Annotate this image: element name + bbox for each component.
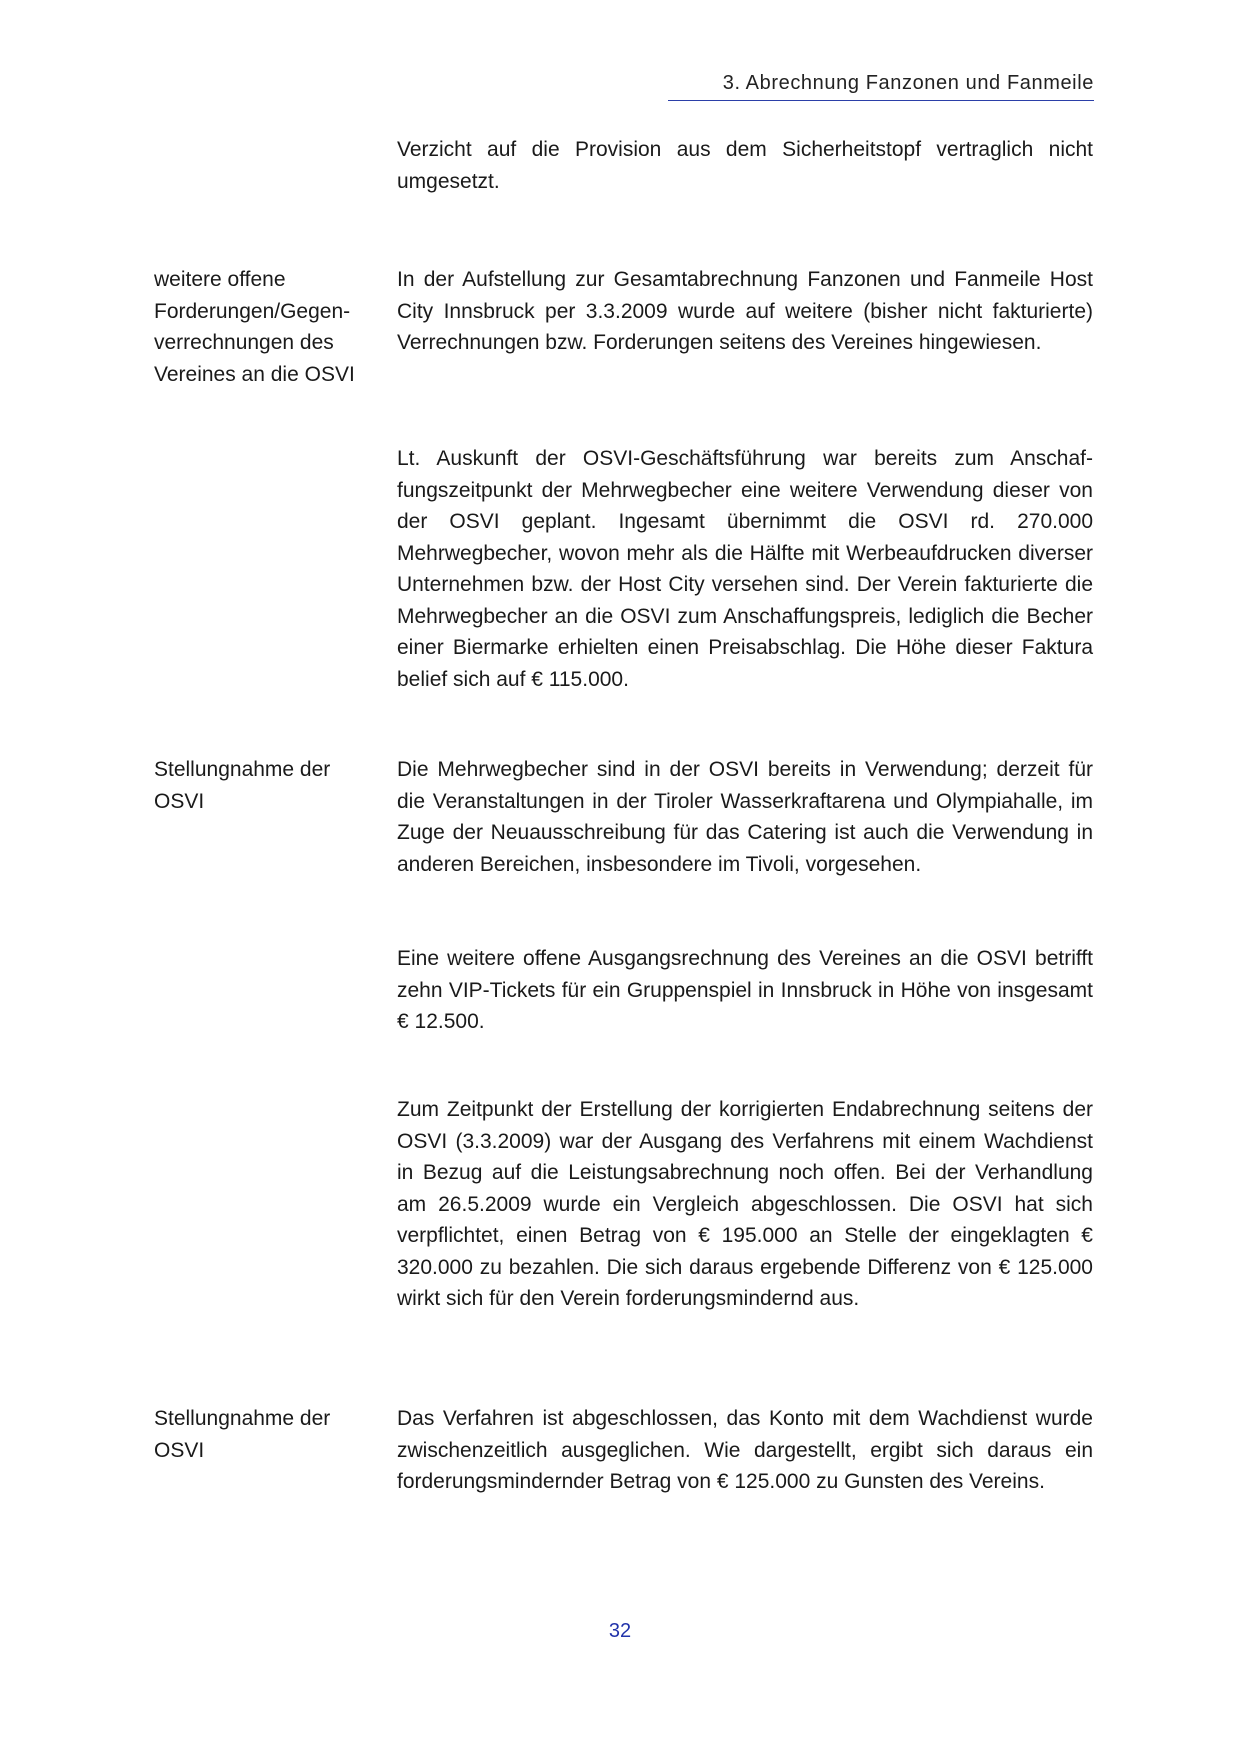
page-number: 32 <box>608 1620 632 1642</box>
paragraph-mehrwegbecher: Lt. Auskunft der OSVI-Geschäftsführung war bereits zum Anschaffungszeitpunkt der Mehrwegbecher eine weitere Verwendung dieser von der OSVI geplant. Ingesamt übernimmt die OSVI rd. 270.000 Mehrwegbecher, wovon mehr als die Hälfte mit Werbeaufdrucken diverser Unternehmen bzw. der Host City versehen sind. Der Verein fakturierte die Mehrwegbecher an die OSVI zum Anschaffungspreis, lediglich die Becher einer Biermarke erhielten einen Preisabschlag. Die Höhe dieser Faktura belief sich auf € 115.000. <box>397 447 1093 691</box>
sidebar-label-forderungen: weitere offene Forderungen/Gegenverrechnungen des Vereines an die OSVI <box>154 268 355 386</box>
paragraph-aufstellung: In der Aufstellung zur Gesamtabrechnung Fanzonen und Fanmeile Host City Innsbruck per 3.3.2009 wurde auf weitere (bisher nicht fakturierte) Verrechnungen bzw. Forderungen seitens des Vereines hingewiesen. <box>397 268 1093 354</box>
paragraph-wachdienst: Zum Zeitpunkt der Erstellung der korrigierten Endabrechnung seitens der OSVI (3.3.2009) war der Ausgang des Verfahrens mit einem Wachdienst in Bezug auf die Leistungsabrechnung noch offen. Bei der Verhandlung am 26.5.2009 wurde ein Vergleich abgeschlossen. Die OSVI hat sich verpflichtet, einen Betrag von € 195.000 an Stelle der eingeklagten € 320.000 zu bezahlen. Die sich daraus ergebende Differenz von € 125.000 wirkt sich für den Verein forderungsmindernd aus. <box>397 1098 1093 1310</box>
sidebar-label-stellungnahme-1: Stellungnahme der OSVI <box>154 758 331 813</box>
page-header-chapter-title: 3. Abrechnung Fanzonen und Fanmeile <box>668 72 1094 101</box>
paragraph-stellungnahme-1: Die Mehrwegbecher sind in der OSVI bereits in Verwendung; derzeit für die Veranstaltungen in der Tiroler Wasserkraftarena und Olympiahalle, im Zuge der Neuausschreibung für das Catering ist auch die Verwendung in anderen Bereichen, insbesondere im Tivoli, vorgesehen. <box>397 758 1093 876</box>
paragraph-vip-tickets: Eine weitere offene Ausgangsrechnung des Vereines an die OSVI betrifft zehn VIP-Tickets für ein Gruppenspiel in Innsbruck in Höhe von insgesamt € 12.500. <box>397 947 1093 1033</box>
paragraph-stellungnahme-2: Das Verfahren ist abgeschlossen, das Konto mit dem Wachdienst wurde zwischenzeitlich ausgeglichen. Wie dargestellt, ergibt sich daraus ein forderungsmindernder Betrag von € 125.000 zu Gunsten des Vereins. <box>397 1407 1093 1493</box>
sidebar-label-stellungnahme-2: Stellungnahme der OSVI <box>154 1407 331 1462</box>
paragraph-provision: Verzicht auf die Provision aus dem Sicherheitstopf vertraglich nicht umgesetzt. <box>397 138 1093 193</box>
